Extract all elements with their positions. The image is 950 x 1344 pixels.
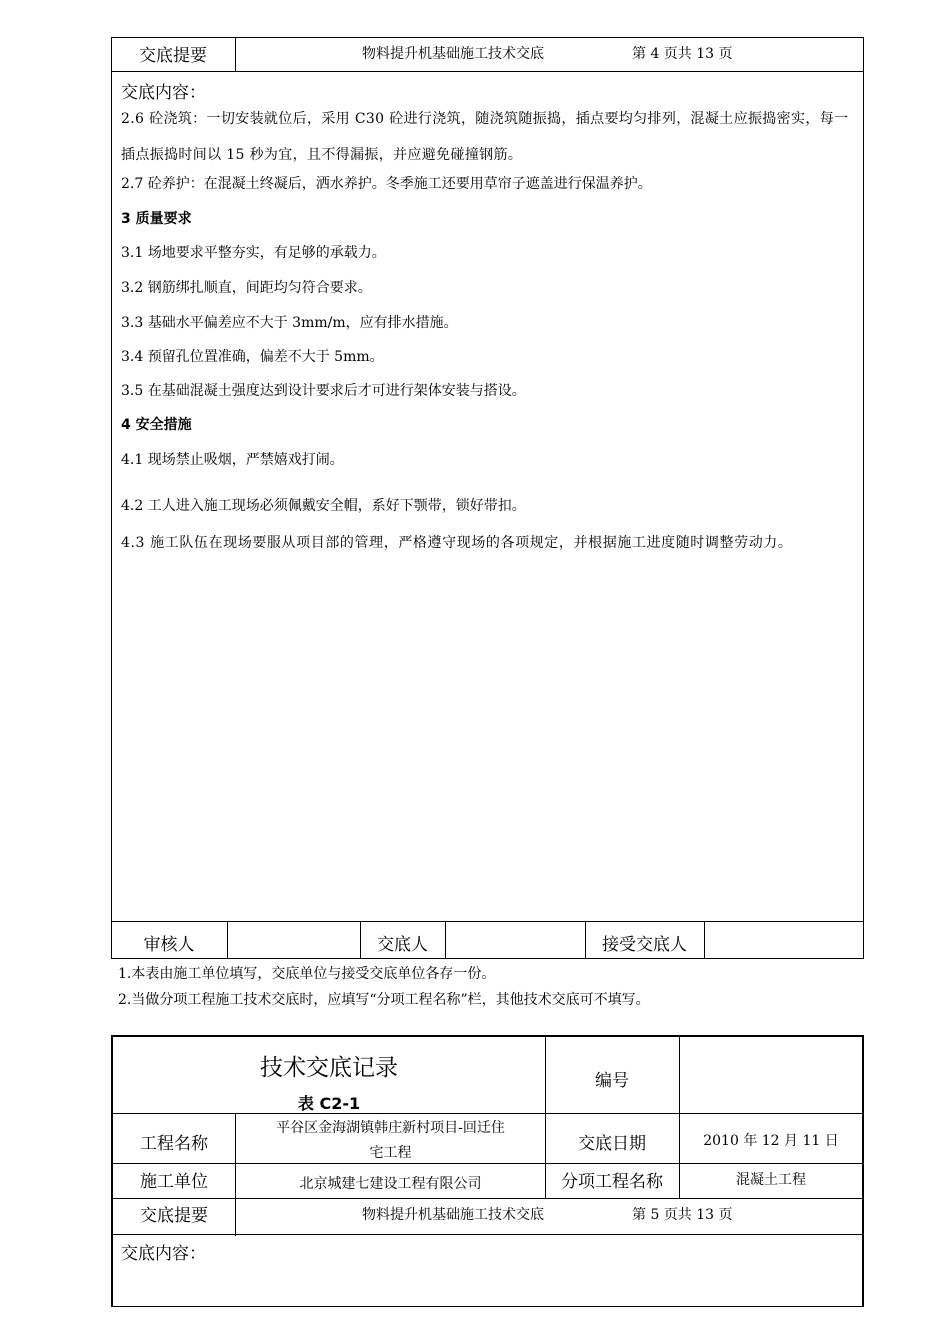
content-label-p5: 交底内容： <box>121 1244 206 1264</box>
number-label: 编号 <box>595 1071 629 1091</box>
contractor-label: 施工单位 <box>140 1172 208 1192</box>
item-4-3: 4.3 施工队伍在现场要服从项目部的管理，严格遵守现场的各项规定，并根据施工进度随时调整劳动力。 <box>121 535 793 551</box>
summary-row-top <box>113 1198 863 1199</box>
contractor-row-top <box>113 1163 863 1164</box>
summary-value-p5: 物料提升机基础施工技术交底 <box>362 1207 544 1223</box>
note-1: 1.本表由施工单位填写，交底单位与接受交底单位各存一份。 <box>118 966 496 982</box>
project-value-line1: 平谷区金海湖镇韩庄新村项目-回迁住 <box>276 1120 505 1136</box>
summary-value: 物料提升机基础施工技术交底 <box>362 46 544 62</box>
content-row-top <box>113 1234 863 1235</box>
page-info-p5: 第 5 页共 13 页 <box>632 1207 733 1223</box>
header-divider <box>111 71 864 72</box>
summary-label: 交底提要 <box>139 46 207 66</box>
item-3-2: 3.2 钢筋绑扎顺直，间距均匀符合要求。 <box>121 280 372 296</box>
receiver-label: 接受交底人 <box>602 935 687 955</box>
project-row-top <box>113 1113 863 1114</box>
discloser-label: 交底人 <box>377 935 428 955</box>
header-col-divider <box>235 37 236 71</box>
subproject-value: 混凝土工程 <box>736 1172 806 1188</box>
page-info: 第 4 页共 13 页 <box>632 46 733 62</box>
item-3-4: 3.4 预留孔位置准确，偏差不大于 5mm。 <box>121 349 384 365</box>
subproject-label: 分项工程名称 <box>561 1172 663 1192</box>
signature-col-5 <box>704 921 705 959</box>
project-label: 工程名称 <box>140 1134 208 1154</box>
form-title: 技术交底记录 <box>260 1055 398 1081</box>
section-4-heading: 4 安全措施 <box>121 417 192 433</box>
item-4-1: 4.1 现场禁止吸烟，严禁嬉戏打闹。 <box>121 452 344 468</box>
date-value: 2010 年 12 月 11 日 <box>703 1133 839 1149</box>
item-4-2: 4.2 工人进入施工现场必须佩戴安全帽，系好下颚带，锁好带扣。 <box>121 498 526 514</box>
signature-col-1 <box>227 921 228 959</box>
date-label: 交底日期 <box>578 1134 646 1154</box>
signature-col-3 <box>445 921 446 959</box>
summary-label-p5: 交底提要 <box>140 1206 208 1226</box>
item-2-7: 2.7 砼养护：在混凝土终凝后，洒水养护。冬季施工还要用草帘子遮盖进行保温养护。 <box>121 176 652 192</box>
item-3-5: 3.5 在基础混凝土强度达到设计要求后才可进行架体安装与搭设。 <box>121 383 526 399</box>
signature-row-divider <box>111 921 864 922</box>
form-number: 表 C2-1 <box>297 1094 361 1113</box>
item-3-1: 3.1 场地要求平整夯实，有足够的承载力。 <box>121 245 386 261</box>
item-2-6: 2.6 砼浇筑：一切安装就位后，采用 C30 砼进行浇筑，随浇筑随振捣，插点要均匀排列，混凝土应振捣密实，每一插点振捣时间以 15 秒为宜，且不得漏振，并应避免碰撞钢筋。 <box>121 111 849 163</box>
content-label: 交底内容： <box>121 83 206 103</box>
section-3-heading: 3 质量要求 <box>121 211 192 227</box>
project-value-line2: 宅工程 <box>369 1145 412 1161</box>
note-2: 2.当做分项工程施工技术交底时，应填写“分项工程名称”栏，其他技术交底可不填写。 <box>118 992 650 1008</box>
reviewer-label: 审核人 <box>143 935 195 955</box>
contractor-value: 北京城建七建设工程有限公司 <box>299 1176 482 1192</box>
item-3-3: 3.3 基础水平偏差应不大于 3mm/m，应有排水措施。 <box>121 315 458 331</box>
